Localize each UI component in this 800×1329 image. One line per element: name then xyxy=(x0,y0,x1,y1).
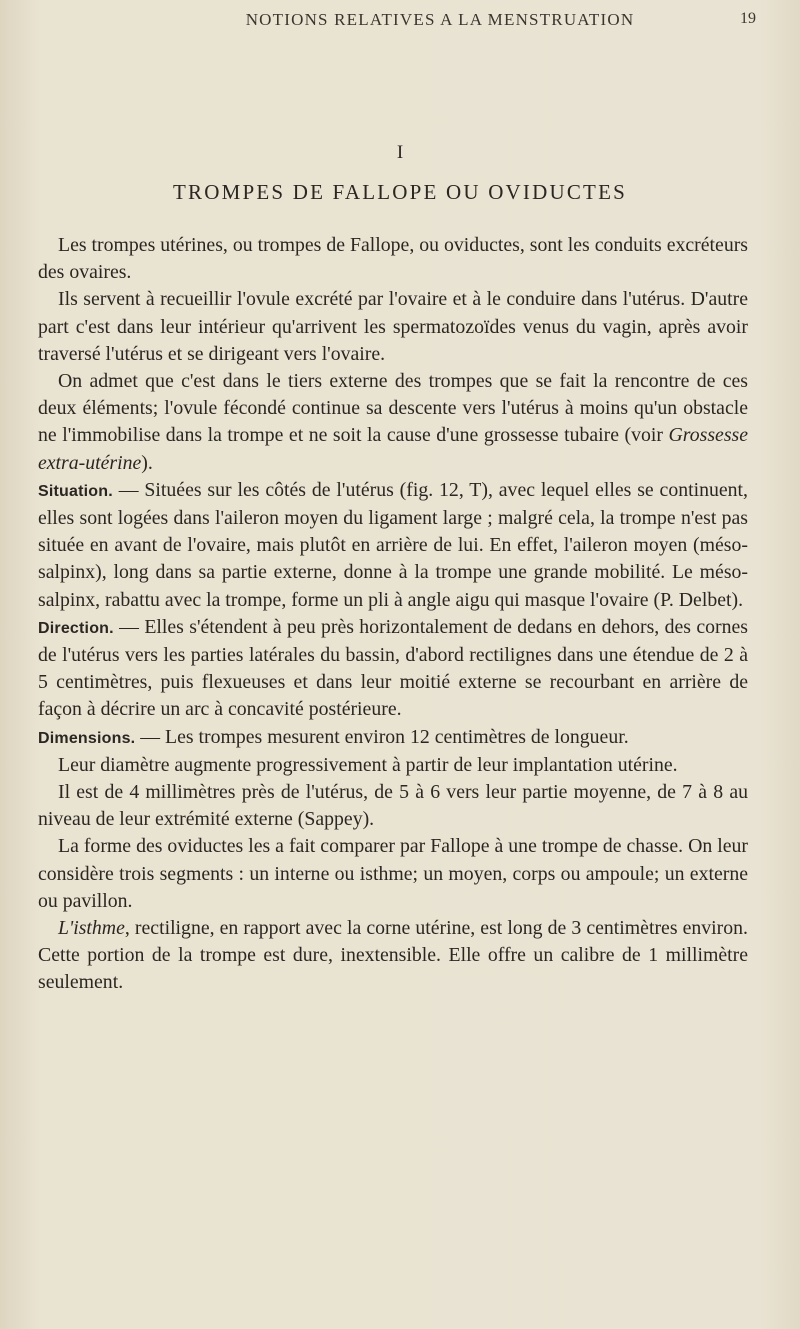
paragraph-shape: La forme des oviductes les a fait comparer par Fallope à une trompe de chasse. On leur considère trois segments : un interne ou isthme; un moyen, corps ou ampoule; un externe ou pavillon. xyxy=(38,835,748,912)
paragraph-situation xyxy=(38,477,748,614)
fecundation-text: On admet que c'est dans le tiers externe des trompes que se fait la rencontre de ces deux éléments; l'ovule fécondé continue sa descente vers l'utérus à moins qu'un obstacle ne l'immobilise dans la trompe et ne soit la cause d'une grossesse tubaire (voir xyxy=(38,370,748,447)
paragraph-function: Ils servent à recueillir l'ovule excrété par l'ovaire et à le conduire dans l'utérus. D'autre part c'est dans leur intérieur qu'arrivent les spermatozoïdes venus du vagin, après avoir traversé l'utérus et se dirigeant vers l'ovaire. xyxy=(38,288,748,365)
paragraph-millimeters: Il est de 4 millimètres près de l'utérus, de 5 à 6 vers leur partie moyenne, de 7 à 8 au niveau de leur extrémité externe (Sappey). xyxy=(38,781,748,831)
situation-heading: Situation. xyxy=(38,482,113,500)
paragraph-intro: Les trompes utérines, ou trompes de Fallope, ou oviductes, sont les conduits excréteurs des ovaires. xyxy=(38,234,748,284)
isthmus-text: , rectiligne, en rapport avec la corne utérine, est long de 3 centimètres environ. Cette portion de la trompe est dure, inextensible. Elle offre un calibre de 1 millimètre seulement. xyxy=(38,917,748,994)
direction-text: — Elles s'étendent à peu près horizontalement de dedans en dehors, des cornes de l'utérus vers les parties latérales du bassin, d'abord rectilignes dans une étendue de 2 à 5 centimètres, puis flexueuses et dans leur moitié externe se recourbant en arrière de façon à décrire un arc à concavité postérieure. xyxy=(38,615,748,721)
paragraph-dimensions xyxy=(38,724,748,752)
section-title: TROMPES DE FALLOPE OU OVIDUCTES xyxy=(173,180,627,204)
paragraph-fecundation xyxy=(38,368,748,477)
isthmus-term: L'isthme xyxy=(58,917,125,940)
dimensions-text: — Les trompes mesurent environ 12 centimètres de longueur. xyxy=(135,725,629,748)
paragraph-isthmus xyxy=(38,915,748,997)
situation-text: — Situées sur les côtés de l'utérus (fig. 12, T), avec lequel elles se continuent, elles sont logées dans l'aileron moyen du ligament large ; malgré cela, la trompe n'est pas située en avant de l'ovaire, mais plutôt en arrière de lui. En effet, l'aileron moyen (méso-salpinx), long dans sa partie externe, donne à la trompe une grande mobilité. Le méso-salpinx, rabattu avec la trompe, forme un pli à angle aigu qui masque l'ovaire (P. Delbet). xyxy=(38,478,748,611)
paragraph-direction xyxy=(38,614,748,724)
paragraph-diameter: Leur diamètre augmente progressivement à partir de leur implantation utérine. xyxy=(58,753,678,776)
direction-heading: Direction. xyxy=(38,619,114,637)
body-text xyxy=(38,232,748,997)
fecundation-text-end: ). xyxy=(141,451,153,474)
running-title: NOTIONS RELATIVES A LA MENSTRUATION xyxy=(245,10,635,29)
dimensions-heading: Dimensions. xyxy=(38,729,136,747)
running-head xyxy=(0,6,800,36)
page-number: 19 xyxy=(740,10,756,27)
section-number: I xyxy=(396,142,404,163)
cross-reference: Grossesse extra-utérine xyxy=(38,424,748,474)
